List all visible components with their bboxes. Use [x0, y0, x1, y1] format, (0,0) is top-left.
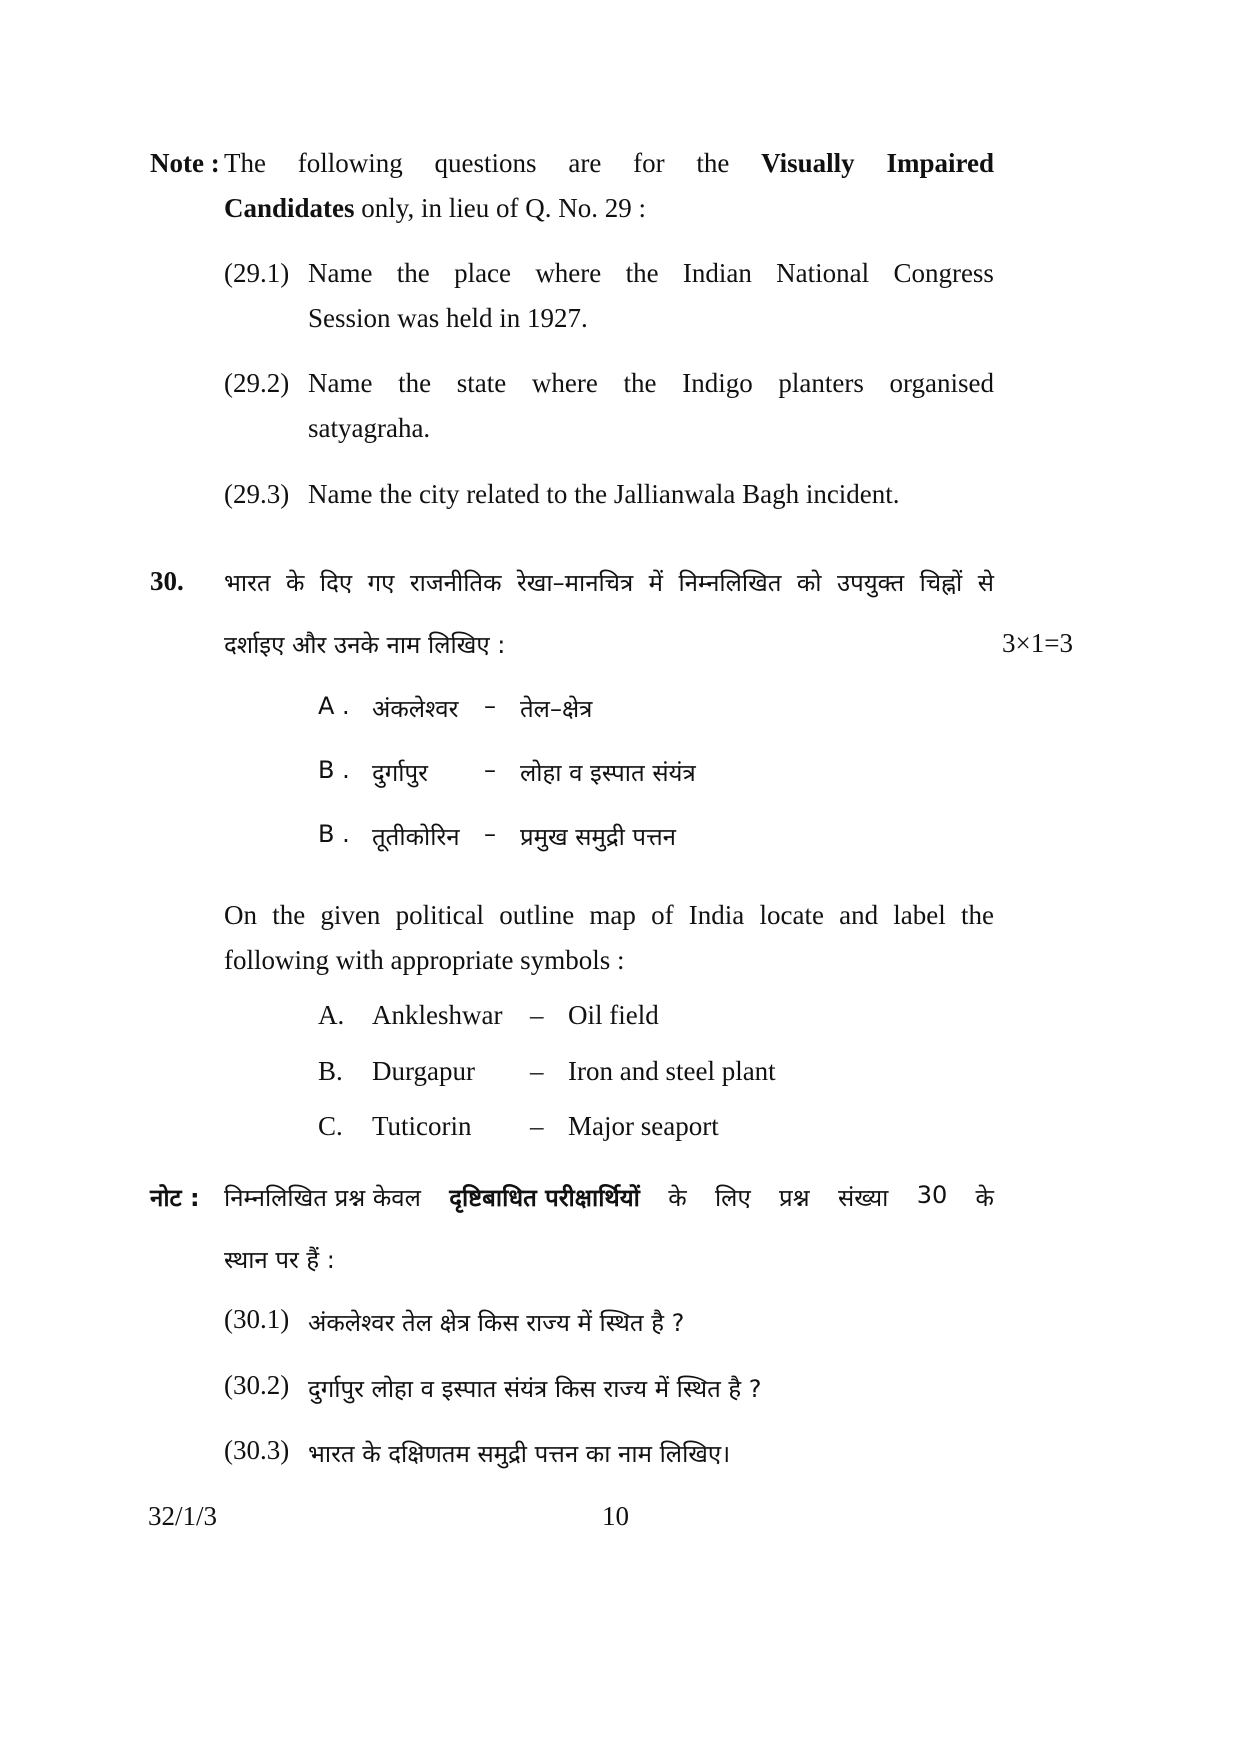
q30-hindi-item-dash: – — [484, 820, 496, 848]
q29-2-number: (29.2) — [224, 368, 290, 398]
note-label: Note : — [150, 148, 220, 178]
hindi-note-label: नोट : — [150, 1184, 200, 1212]
q30-3-number: (30.3) — [224, 1435, 290, 1465]
q30-hindi-item-letter: A . — [318, 692, 350, 720]
q30-en-item-place: Ankleshwar — [372, 1000, 503, 1030]
page-number: 10 — [602, 1501, 629, 1531]
q30-hindi-item-place: दुर्गापुर — [372, 759, 428, 787]
q29-3-number: (29.3) — [224, 479, 290, 509]
q30-en-item-place: Durgapur — [372, 1056, 475, 1086]
q30-en-item-desc: Iron and steel plant — [568, 1056, 776, 1086]
q30-number: 30. — [150, 566, 184, 596]
q29-1-line-1: Name the place where the Indian National Congress — [308, 258, 994, 288]
q30-hindi-item-letter: B . — [318, 756, 350, 784]
q30-3-text: भारत के दक्षिणतम समुद्री पत्तन का नाम लिखिए। — [308, 1440, 731, 1468]
note-line-1: The following questions are for the Visually Impaired — [224, 148, 994, 178]
q29-1-number: (29.1) — [224, 258, 290, 288]
q30-hindi-item-place: तूतीकोरिन — [372, 823, 460, 851]
q30-en-item-desc: Major seaport — [568, 1111, 719, 1141]
q30-1-number: (30.1) — [224, 1304, 290, 1334]
q30-hindi-item-letter: B . — [318, 820, 350, 848]
q30-en-item-dash: – — [530, 1056, 544, 1086]
q30-en-item-letter: B. — [318, 1056, 343, 1086]
q30-en-item-place: Tuticorin — [372, 1111, 472, 1141]
q30-hindi-item-desc: लोहा व इस्पात संयंत्र — [520, 759, 696, 787]
q30-en-item-letter: A. — [318, 1000, 345, 1030]
q30-english-line-1: On the given political outline map of India locate and label the — [224, 900, 994, 930]
q30-hindi-item-place: अंकलेश्वर — [372, 695, 459, 723]
q30-hindi-item-desc: तेल–क्षेत्र — [520, 695, 593, 723]
q30-hindi-item-desc: प्रमुख समुद्री पत्तन — [520, 823, 676, 851]
q30-1-text: अंकलेश्वर तेल क्षेत्र किस राज्य में स्थित है ? — [308, 1309, 685, 1337]
q30-hindi-item-dash: – — [484, 692, 496, 720]
note-line-2: Candidates only, in lieu of Q. No. 29 : — [224, 193, 647, 223]
q30-en-item-desc: Oil field — [568, 1000, 659, 1030]
q29-3-text: Name the city related to the Jallianwala Bagh incident. — [308, 479, 900, 509]
q30-2-number: (30.2) — [224, 1370, 290, 1400]
q30-2-text: दुर्गापुर लोहा व इस्पात संयंत्र किस राज्य में स्थित है ? — [308, 1375, 762, 1403]
paper-code: 32/1/3 — [148, 1501, 218, 1531]
q29-2-line-1: Name the state where the Indigo planters organised — [308, 368, 994, 398]
hindi-note-line-1: निम्नलिखित प्रश्न केवल दृष्टिबाधित परीक्षार्थियों के लिए प्रश्न संख्या 30 के — [224, 1181, 994, 1212]
q30-en-item-letter: C. — [318, 1111, 343, 1141]
q30-en-item-dash: – — [530, 1111, 544, 1141]
q29-1-line-2: Session was held in 1927. — [308, 303, 588, 333]
q29-2-line-2: satyagraha. — [308, 413, 431, 443]
q30-marks: 3×1=3 — [1002, 628, 1073, 658]
q30-hindi-item-dash: – — [484, 756, 496, 784]
q30-english-line-2: following with appropriate symbols : — [224, 945, 625, 975]
hindi-note-line-2: स्थान पर हैं : — [224, 1246, 335, 1274]
q30-hindi-line-2: दर्शाइए और उनके नाम लिखिए : — [224, 631, 506, 659]
q30-hindi-line-1: भारत के दिए गए राजनीतिक रेखा–मानचित्र में निम्नलिखित को उपयुक्त चिह्नों से — [224, 569, 994, 597]
q30-en-item-dash: – — [530, 1000, 544, 1030]
